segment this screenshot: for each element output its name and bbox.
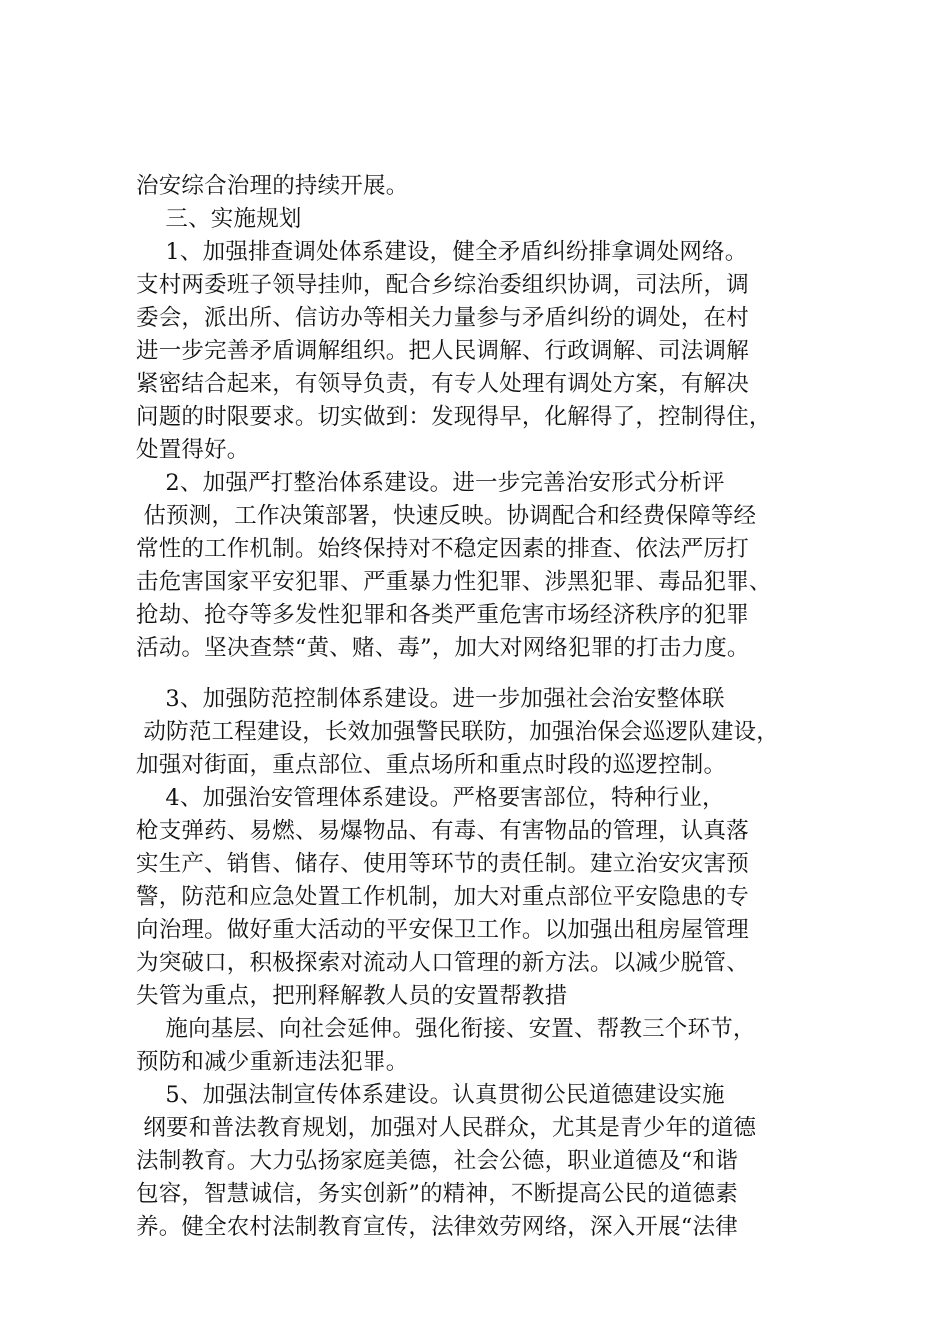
text-line: 治安综合治理的持续开展。 bbox=[136, 173, 409, 199]
text-line: 进一步完善矛盾调解组织。把人民调解、行政调解、司法调解 bbox=[136, 338, 749, 364]
document-body bbox=[136, 170, 836, 1244]
text-line: 法制教育。大力弘扬家庭美德，社会公德，职业道德及“和谐 bbox=[136, 1148, 738, 1174]
paragraph-gap bbox=[136, 665, 836, 683]
text-line: 活动。坚决查禁“黄、赌、毒”，加大对网络犯罪的打击力度。 bbox=[136, 635, 750, 661]
text-line: 为突破口，积极探索对流动人口管理的新方法。以减少脱管、 bbox=[136, 950, 749, 976]
text-line: 失管为重点，把刑释解教人员的安置帮教措 bbox=[136, 983, 568, 1009]
text-line: 向治理。做好重大活动的平安保卫工作。以加强出租房屋管理 bbox=[136, 917, 749, 943]
text-line: 抢劫、抢夺等多发性犯罪和各类严重危害市场经济秩序的犯罪 bbox=[136, 602, 749, 628]
text-line: 3、加强防范控制体系建设。进一步加强社会治安整体联 bbox=[136, 686, 725, 712]
text-line: 常性的工作机制。始终保持对不稳定因素的排查、依法严厉打 bbox=[136, 536, 749, 562]
text-line: 处置得好。 bbox=[136, 437, 250, 463]
text-line: 加强对街面，重点部位、重点场所和重点时段的巡逻控制。 bbox=[136, 752, 727, 778]
text-line: 预防和减少重新违法犯罪。 bbox=[136, 1049, 409, 1075]
section-heading: 三、实施规划 bbox=[136, 206, 302, 232]
text-line: 2、加强严打整治体系建设。进一步完善治安形式分析评 bbox=[136, 470, 725, 496]
text-line: 包容，智慧诚信，务实创新”的精神，不断提高公民的道德素 bbox=[136, 1181, 738, 1207]
text-line: 养。健全农村法制教育宣传，法律效劳网络，深入开展“法律 bbox=[136, 1214, 738, 1240]
text-line: 估预测，工作决策部署，快速反映。协调配合和经费保障等经 bbox=[136, 503, 757, 529]
text-line: 警，防范和应急处置工作机制，加大对重点部位平安隐患的专 bbox=[136, 884, 749, 910]
text-line: 动防范工程建设，长效加强警民联防，加强治保会巡逻队建设， bbox=[136, 719, 779, 745]
text-line: 纲要和普法教育规划，加强对人民群众，尤其是青少年的道德 bbox=[136, 1115, 757, 1141]
text-line: 施向基层、向社会延伸。强化衔接、安置、帮教三个环节， bbox=[136, 1016, 756, 1042]
text-line: 支村两委班子领导挂帅，配合乡综治委组织协调，司法所，调 bbox=[136, 272, 749, 298]
text-line: 问题的时限要求。切实做到：发现得早，化解得了，控制得住， bbox=[136, 404, 772, 430]
text-line: 紧密结合起来，有领导负责，有专人处理有调处方案，有解决 bbox=[136, 371, 749, 397]
text-line: 1、加强排查调处体系建设，健全矛盾纠纷排拿调处网络。 bbox=[136, 239, 748, 265]
text-line: 击危害国家平安犯罪、严重暴力性犯罪、涉黑犯罪、毒品犯罪、 bbox=[136, 569, 772, 595]
text-line: 实生产、销售、储存、使用等环节的责任制。建立治安灾害预 bbox=[136, 851, 749, 877]
text-line: 5、加强法制宣传体系建设。认真贯彻公民道德建设实施 bbox=[136, 1082, 725, 1108]
text-line: 枪支弹药、易燃、易爆物品、有毒、有害物品的管理，认真落 bbox=[136, 818, 749, 844]
text-line: 4、加强治安管理体系建设。严格要害部位，特种行业， bbox=[136, 785, 725, 811]
text-line: 委会，派出所、信访办等相关力量参与矛盾纠纷的调处，在村 bbox=[136, 305, 749, 331]
